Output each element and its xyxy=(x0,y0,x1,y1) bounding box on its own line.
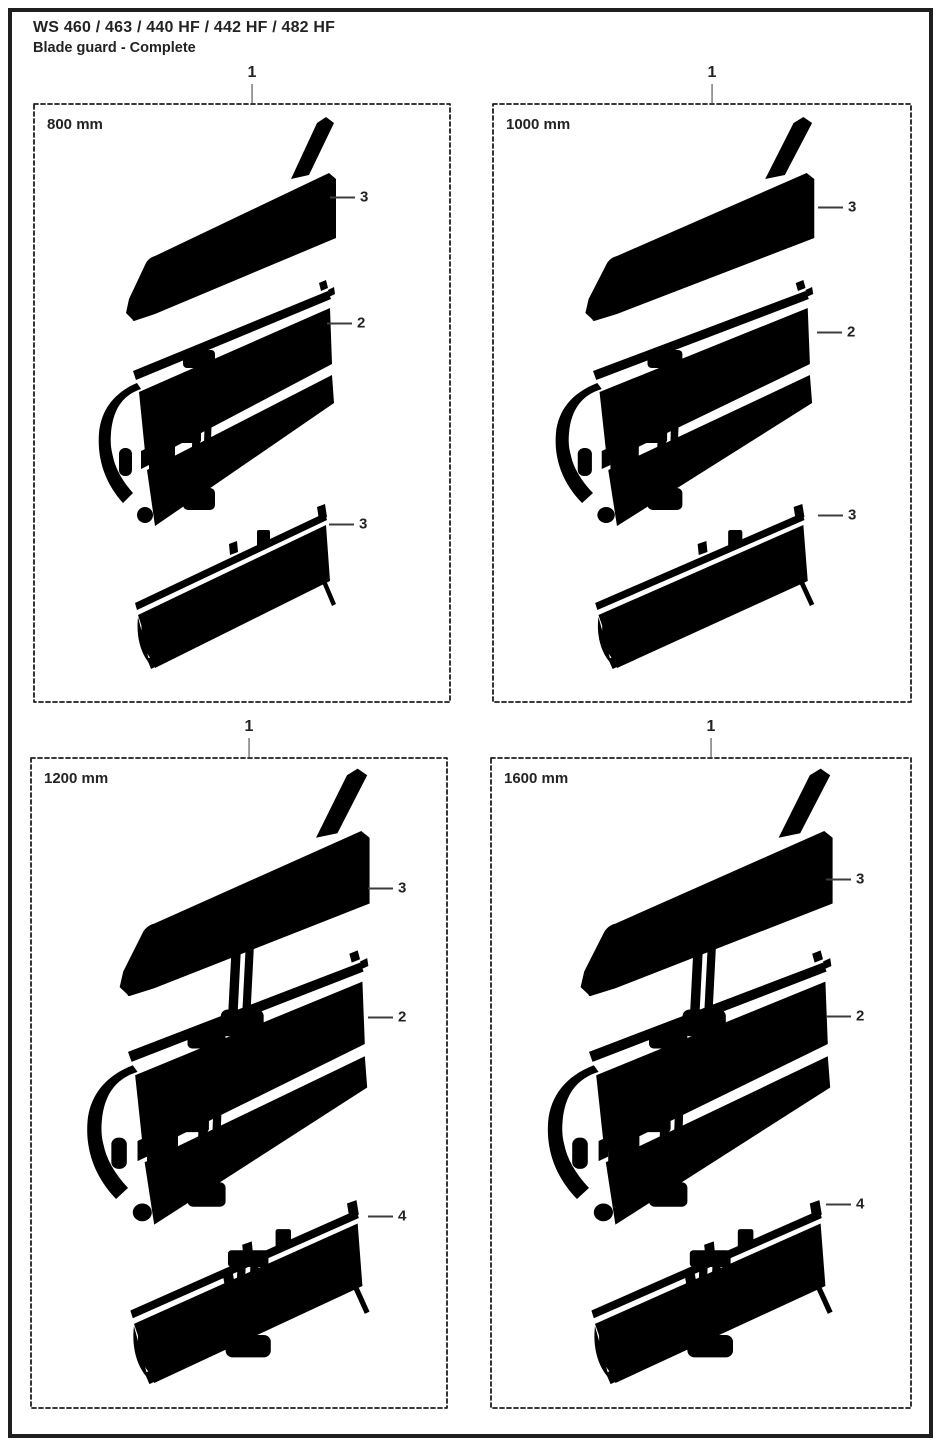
part-number: 3 xyxy=(848,506,857,524)
part-number: 2 xyxy=(357,314,366,332)
callout-leader-line xyxy=(248,738,250,757)
panel-box-1200mm xyxy=(30,757,448,1409)
size-label: 1200 mm xyxy=(44,770,109,787)
callout-number: 1 xyxy=(707,64,717,81)
part-callout xyxy=(368,881,406,896)
leader-line xyxy=(817,331,842,333)
assembly-callout xyxy=(708,65,717,103)
panel-section-1600mm xyxy=(490,719,912,1409)
size-label: 800 mm xyxy=(47,116,103,133)
leader-line xyxy=(327,322,352,324)
blade-guard-drawing xyxy=(548,769,833,1384)
doc-title: WS 460 / 463 / 440 HF / 442 HF / 482 HF xyxy=(33,19,336,36)
guard-illustration-1200mm xyxy=(30,757,448,1409)
leader-line xyxy=(818,206,843,208)
part-callout xyxy=(368,1209,406,1224)
part-number: 4 xyxy=(856,1195,865,1213)
assembly-callout xyxy=(248,65,257,103)
callout-leader-line xyxy=(710,738,712,757)
callout-leader-line xyxy=(251,84,253,103)
panel-box-800mm xyxy=(33,103,451,703)
leader-line xyxy=(330,196,355,198)
part-number: 3 xyxy=(856,870,865,888)
part-callout xyxy=(817,325,855,340)
part-number: 2 xyxy=(398,1008,407,1026)
part-callout xyxy=(329,517,367,532)
doc-subtitle: Blade guard - Complete xyxy=(33,40,196,56)
panel-section-800mm xyxy=(33,65,451,703)
callout-leader-line xyxy=(711,84,713,103)
leader-line xyxy=(826,878,851,880)
part-callout xyxy=(368,1010,406,1025)
part-number: 3 xyxy=(360,188,369,206)
guard-illustration-1000mm xyxy=(492,103,912,703)
callout-number: 1 xyxy=(706,718,716,735)
part-callout xyxy=(818,200,856,215)
part-number: 4 xyxy=(398,1207,407,1225)
part-number: 2 xyxy=(847,323,856,341)
blade-guard-drawing xyxy=(99,117,336,669)
title-block xyxy=(33,19,335,56)
leader-line xyxy=(368,887,393,889)
part-number: 3 xyxy=(359,515,368,533)
part-callout xyxy=(327,316,365,331)
part-callout xyxy=(330,190,368,205)
blade-guard-drawing xyxy=(556,117,815,669)
part-callout xyxy=(818,508,856,523)
panel-section-1200mm xyxy=(30,719,448,1409)
part-callout xyxy=(826,1197,864,1212)
size-label: 1600 mm xyxy=(504,770,569,787)
part-number: 3 xyxy=(848,198,857,216)
callout-number: 1 xyxy=(247,64,257,81)
leader-line xyxy=(368,1016,393,1018)
part-number: 2 xyxy=(856,1007,865,1025)
blade-guard-drawing xyxy=(87,769,369,1384)
part-callout xyxy=(826,872,864,887)
leader-line xyxy=(826,1015,851,1017)
assembly-callout xyxy=(245,719,254,757)
leader-line xyxy=(826,1203,851,1205)
leader-line xyxy=(368,1215,393,1217)
part-callout xyxy=(826,1009,864,1024)
panel-box-1000mm xyxy=(492,103,912,703)
panel-section-1000mm xyxy=(492,65,912,703)
guard-illustration-800mm xyxy=(33,103,451,703)
part-number: 3 xyxy=(398,879,407,897)
assembly-callout xyxy=(707,719,716,757)
panel-box-1600mm xyxy=(490,757,912,1409)
guard-illustration-1600mm xyxy=(490,757,912,1409)
leader-line xyxy=(329,523,354,525)
size-label: 1000 mm xyxy=(506,116,571,133)
leader-line xyxy=(818,514,843,516)
callout-number: 1 xyxy=(244,718,254,735)
